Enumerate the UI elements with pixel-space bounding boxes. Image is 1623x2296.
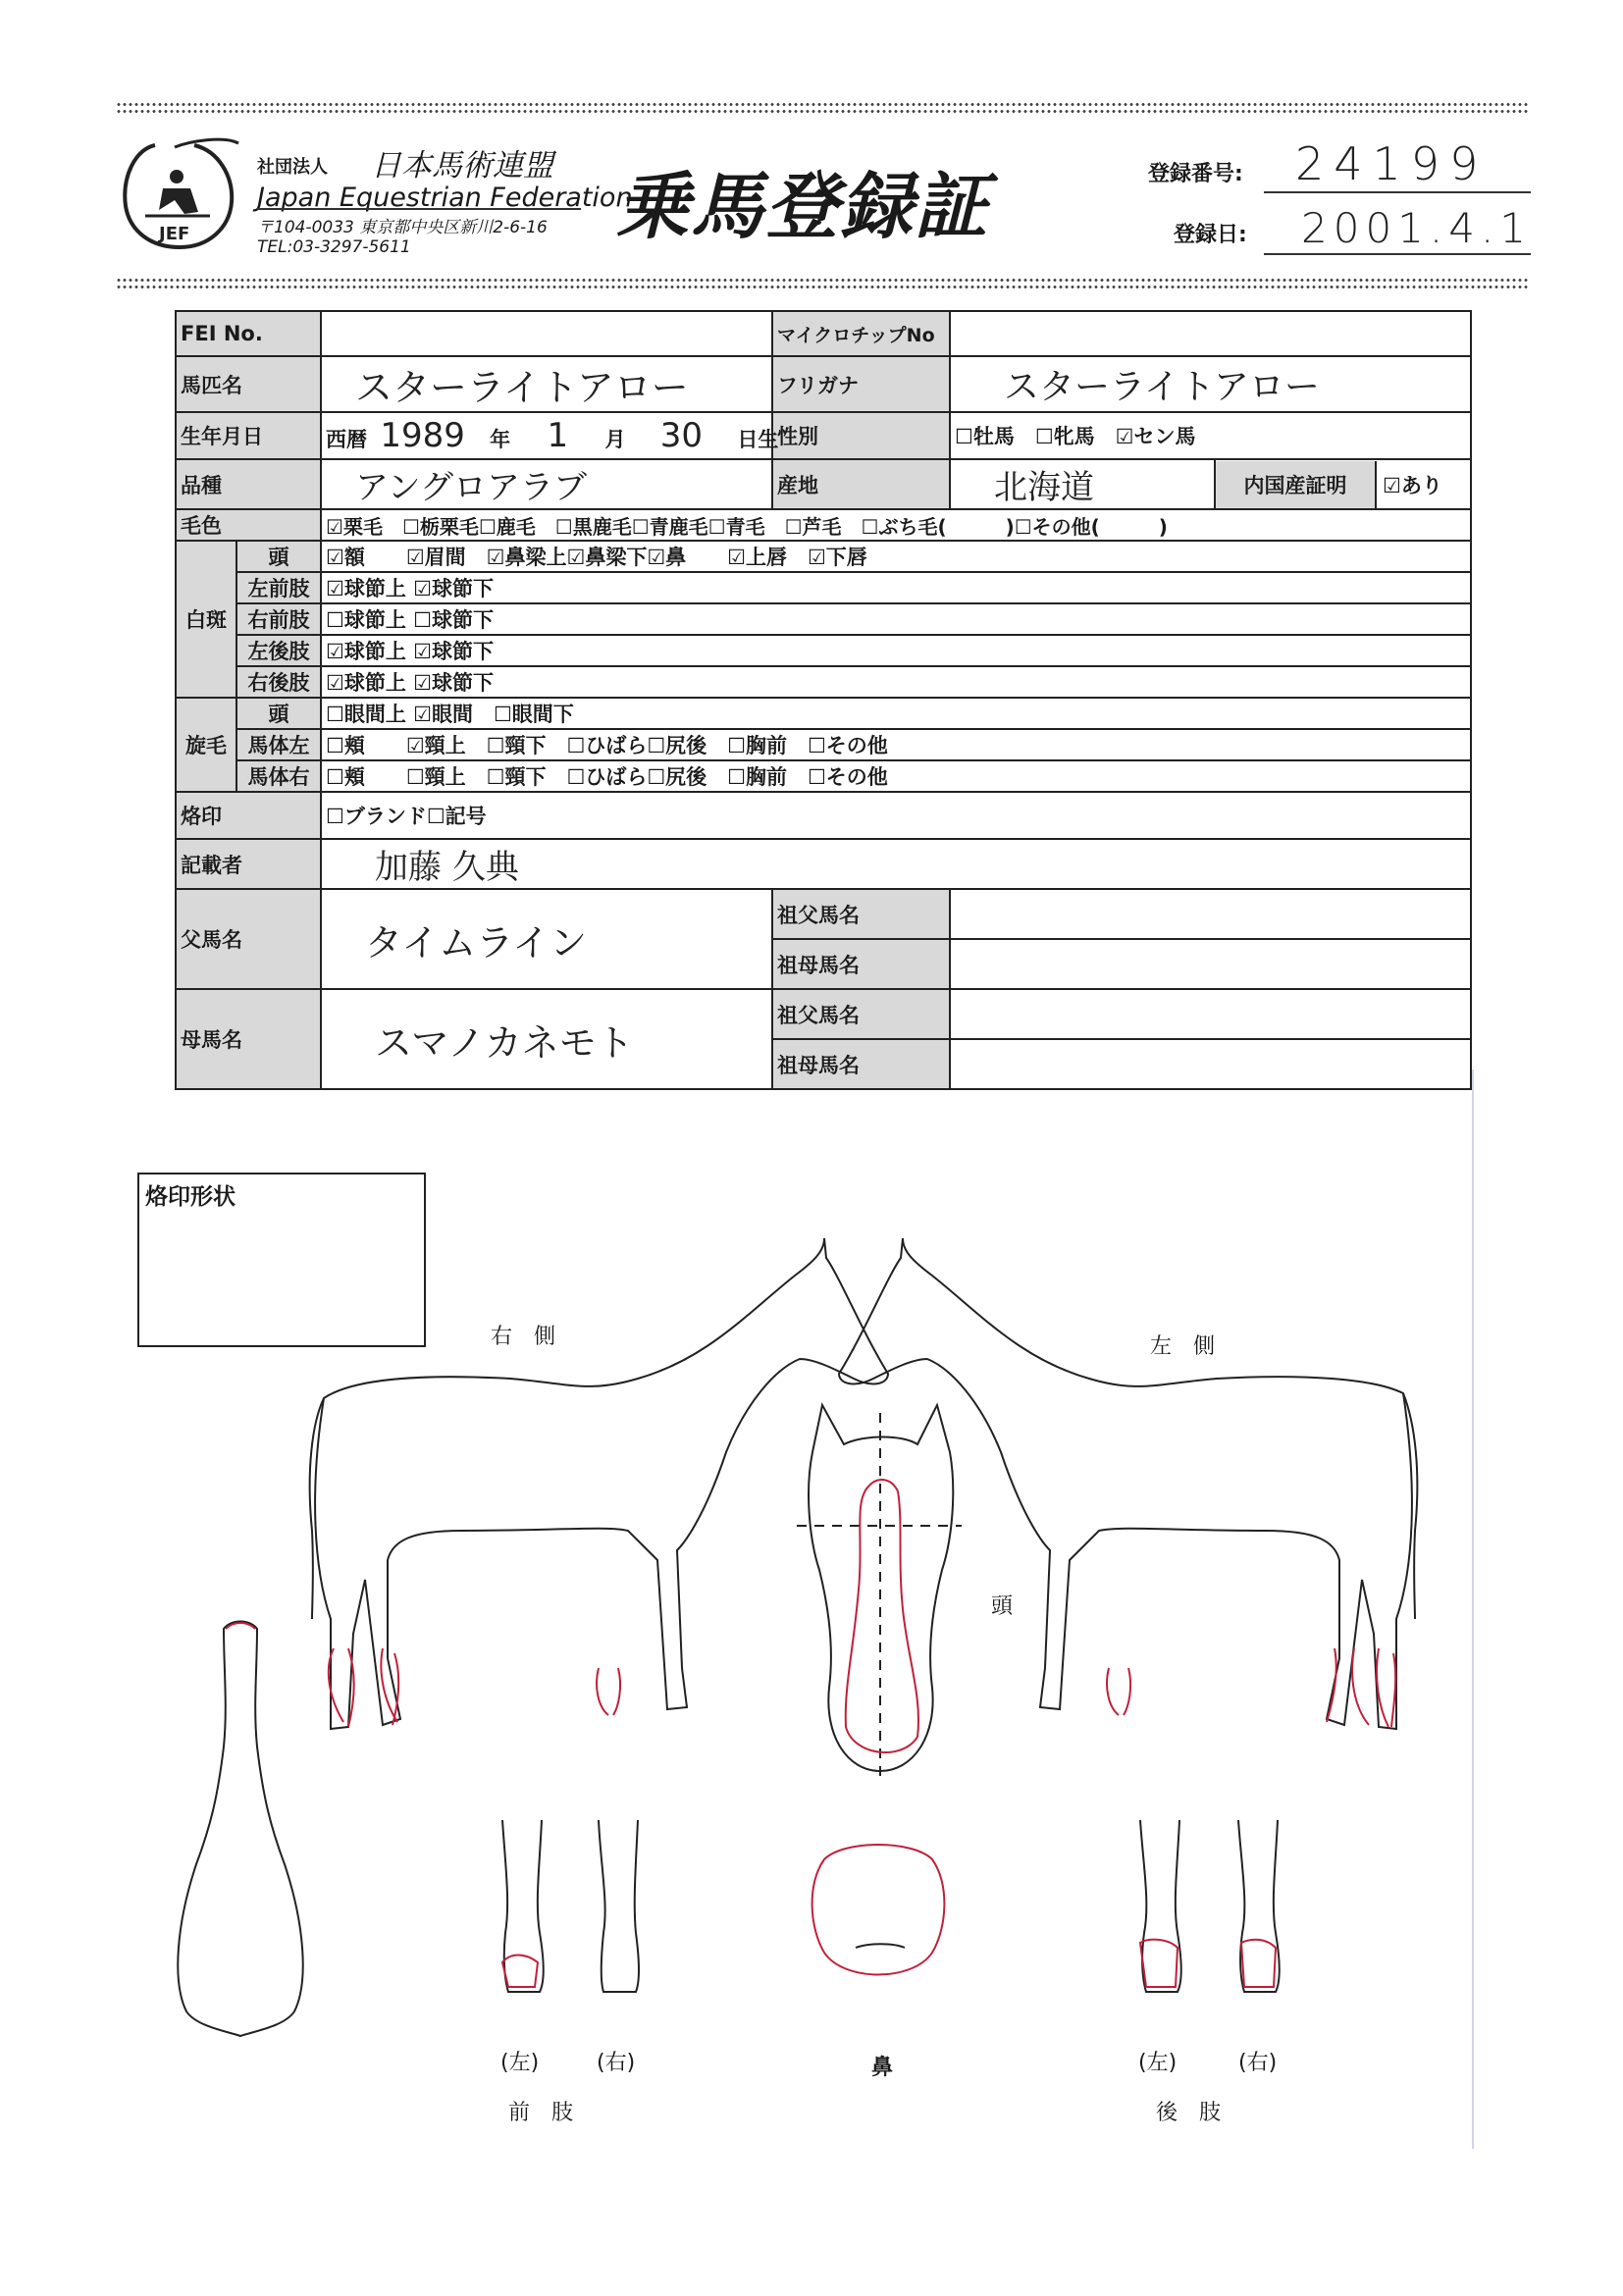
grandsire-label: 祖父馬名 xyxy=(772,889,950,939)
logo-text: JEF xyxy=(159,224,190,244)
hind-right-label: (右) xyxy=(1238,2051,1278,2075)
org-name-en: Japan Equestrian Federation xyxy=(257,183,633,213)
dam-label: 母馬名 xyxy=(176,989,321,1089)
whorl-head-label: 頭 xyxy=(236,698,321,729)
org-prefix: 社団法人 xyxy=(257,157,328,178)
white-rf-options[interactable]: ☐球節上 ☐球節下 xyxy=(321,603,1471,635)
birth-month: 1 xyxy=(547,416,569,455)
hind-legs-label: 後 肢 xyxy=(1156,2101,1222,2125)
left-side-label: 左 側 xyxy=(1150,1334,1216,1359)
fei-label: FEI No. xyxy=(176,311,321,356)
white-rf-label: 右前肢 xyxy=(236,603,321,635)
white-rh-options[interactable]: ☑球節上 ☑球節下 xyxy=(321,666,1471,698)
whorl-head-options[interactable]: ☐眼間上 ☑眼間 ☐眼間下 xyxy=(321,698,1471,729)
whorl-label: 旋毛 xyxy=(176,698,236,792)
domestic-label: 内国産証明 xyxy=(1216,461,1377,508)
white-lh-label: 左後肢 xyxy=(236,635,321,666)
sire-label: 父馬名 xyxy=(176,889,321,989)
brand-label: 烙印 xyxy=(176,792,321,839)
furigana-value: スターライトアロー xyxy=(1004,367,1320,407)
nose-figure xyxy=(812,1845,945,1975)
reg-number-label: 登録番号: xyxy=(1148,162,1243,186)
dam-value: スマノカネモト xyxy=(375,1020,634,1065)
address-line-2: TEL:03-3297-5611 xyxy=(257,237,411,257)
brand-options[interactable]: ☐ブランド☐記号 xyxy=(321,792,1471,839)
birth-label: 生年月日 xyxy=(176,412,321,459)
recorder-label: 記載者 xyxy=(176,839,321,889)
document-title: 乗馬登録証 xyxy=(616,165,989,249)
month-unit: 月 xyxy=(604,428,626,451)
white-head-label: 頭 xyxy=(236,541,321,572)
hind-legs-figure xyxy=(1140,1820,1280,1992)
white-head-options[interactable]: ☑額 ☑眉間 ☑鼻梁上☑鼻梁下☑鼻 ☑上唇 ☑下唇 xyxy=(321,541,1471,572)
horse-left-side-figure xyxy=(839,1238,1417,1729)
breed-label: 品種 xyxy=(176,459,321,509)
birth-era: 西暦 xyxy=(326,428,368,451)
grandsire2-label: 祖父馬名 xyxy=(772,989,950,1039)
hind-left-label: (左) xyxy=(1138,2051,1178,2075)
brand-shape-label: 烙印形状 xyxy=(145,1184,236,1210)
origin-value: 北海道 xyxy=(994,468,1095,507)
sex-label: 性別 xyxy=(772,412,950,459)
domestic-value[interactable]: ☑あり xyxy=(1383,473,1442,497)
front-right-label: (右) xyxy=(597,2051,636,2075)
granddam-label: 祖母馬名 xyxy=(772,939,950,989)
front-legs-figure xyxy=(502,1820,639,1992)
year-unit: 年 xyxy=(490,428,511,451)
front-legs-label: 前 肢 xyxy=(508,2101,574,2125)
day-unit: 日生 xyxy=(737,428,779,451)
white-rh-label: 右後肢 xyxy=(236,666,321,698)
horse-right-side-figure xyxy=(310,1238,888,1729)
origin-label: 産地 xyxy=(772,459,950,509)
birth-day: 30 xyxy=(659,416,704,455)
sire-value: タイムライン xyxy=(365,920,588,965)
whorl-right-options[interactable]: ☐頬 ☐頸上 ☐頸下 ☐ひばら☐尻後 ☐胸前 ☐その他 xyxy=(321,760,1471,792)
nose-label: 鼻 xyxy=(871,2056,894,2080)
furigana-label: フリガナ xyxy=(772,356,950,412)
white-label: 白斑 xyxy=(176,541,236,698)
reg-date-label: 登録日: xyxy=(1174,223,1247,247)
coat-label: 毛色 xyxy=(176,509,321,541)
microchip-label: マイクロチップNo xyxy=(772,311,950,356)
front-left-label: (左) xyxy=(500,2051,540,2075)
white-lf-options[interactable]: ☑球節上 ☑球節下 xyxy=(321,572,1471,603)
coat-options[interactable]: ☑栗毛 ☐栃栗毛☐鹿毛 ☐黒鹿毛☐青鹿毛☐青毛 ☐芦毛 ☐ぶち毛( )☐その他( ) xyxy=(321,509,1471,541)
whorl-left-label: 馬体左 xyxy=(236,729,321,760)
breed-value: アングロアラブ xyxy=(355,468,587,507)
reg-number-value: 24199 xyxy=(1295,137,1489,190)
white-lf-label: 左前肢 xyxy=(236,572,321,603)
granddam2-label: 祖母馬名 xyxy=(772,1039,950,1089)
horse-head-front-figure xyxy=(797,1405,962,1778)
whorl-right-label: 馬体右 xyxy=(236,760,321,792)
sex-options[interactable]: ☐牡馬 ☐牝馬 ☑セン馬 xyxy=(950,412,1471,459)
whorl-left-options[interactable]: ☐頬 ☑頸上 ☐頸下 ☐ひばら☐尻後 ☐胸前 ☐その他 xyxy=(321,729,1471,760)
org-name-jp: 日本馬術連盟 xyxy=(371,148,553,183)
right-side-label: 右 側 xyxy=(491,1325,556,1349)
address-line-1: 〒104-0033 東京都中央区新川2-6-16 xyxy=(257,218,548,237)
reg-date-value: 2001.4.1 xyxy=(1301,204,1533,252)
horse-name-value: スターライトアロー xyxy=(355,366,689,409)
recorder-value: 加藤 久典 xyxy=(375,848,519,887)
horse-name-label: 馬匹名 xyxy=(176,356,321,412)
white-lh-options[interactable]: ☑球節上 ☑球節下 xyxy=(321,635,1471,666)
horse-top-view-figure xyxy=(178,1622,302,2037)
birth-year: 1989 xyxy=(380,416,465,455)
head-label: 頭 xyxy=(991,1594,1014,1619)
